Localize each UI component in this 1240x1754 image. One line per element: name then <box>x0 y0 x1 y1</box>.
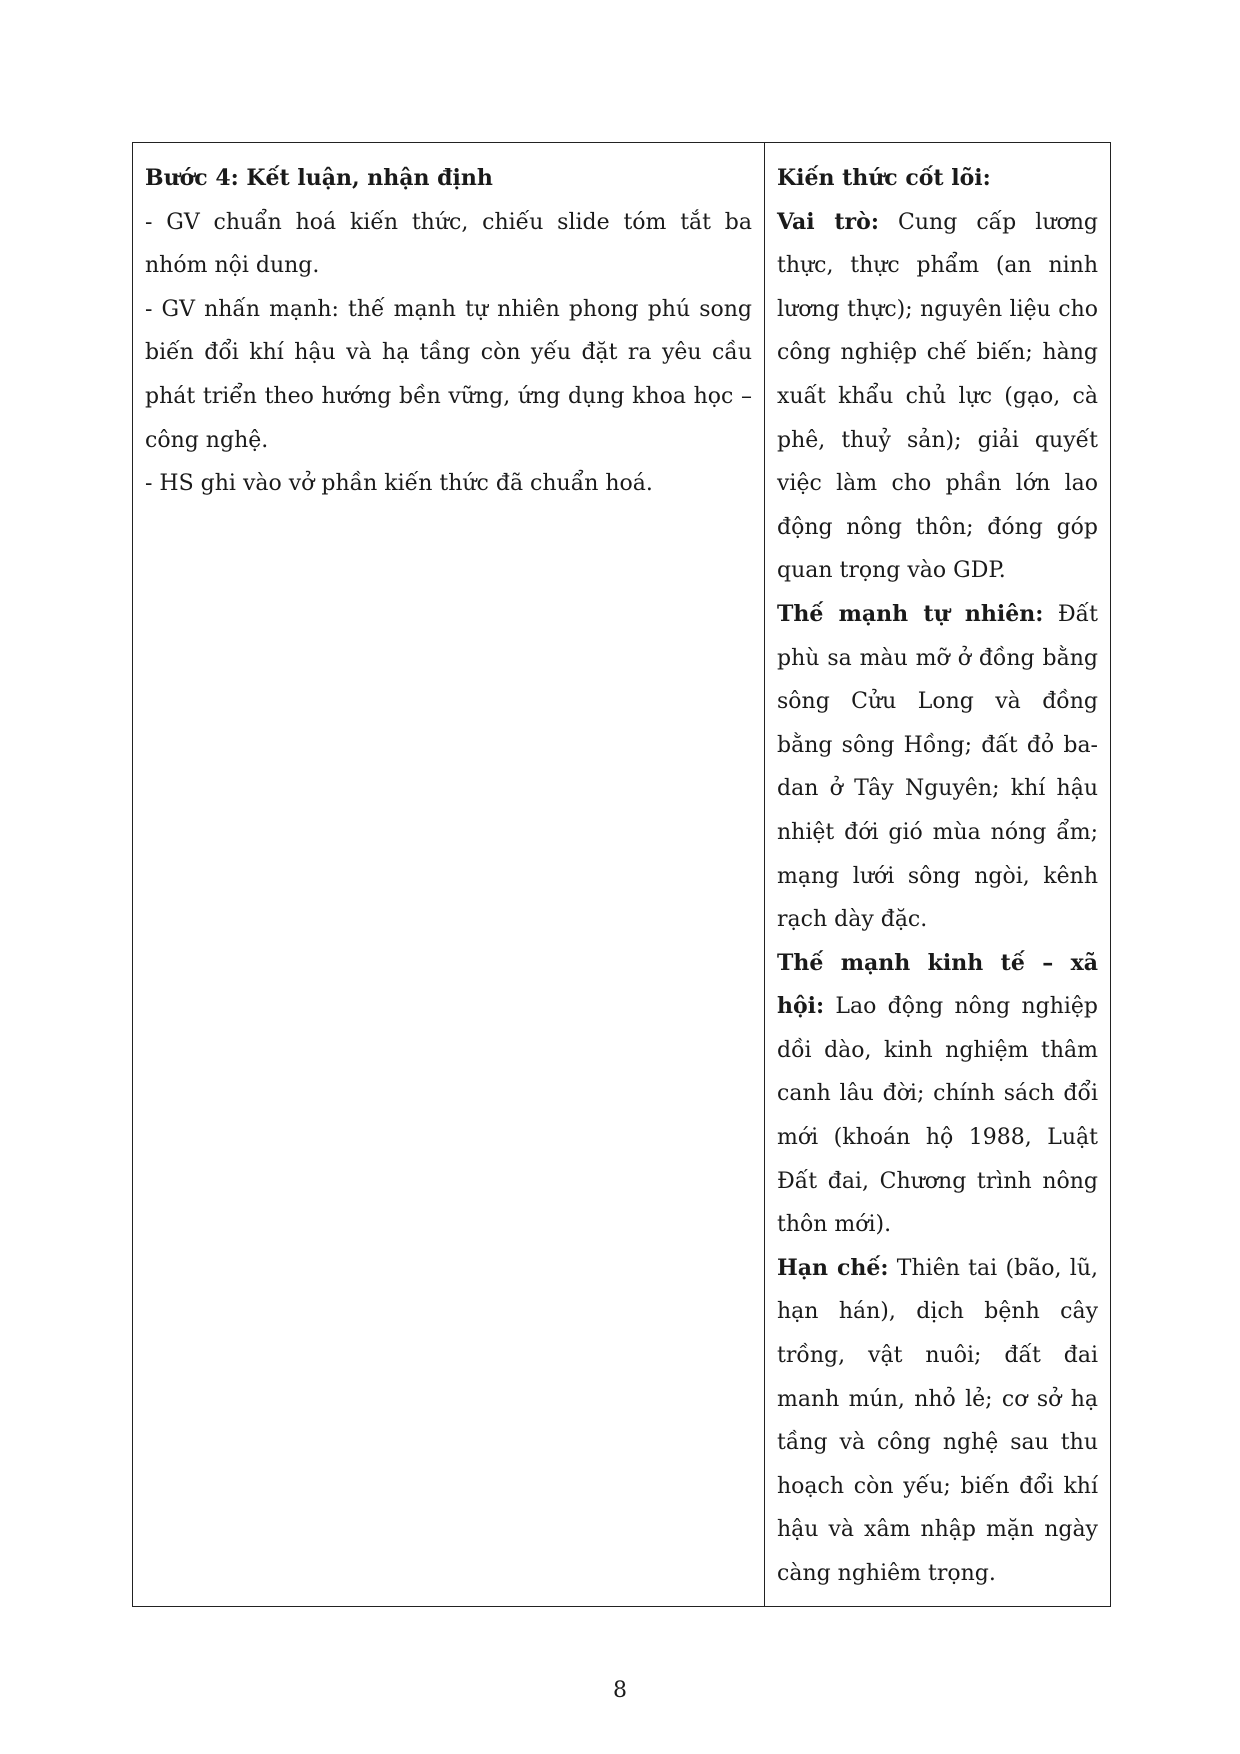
section-text: Lao động nông nghiệp dồi dào, kinh nghiệm thâm canh lâu đời; chính sách đổi mới (khoán hộ 1988, Luật Đất đai, Chương trình nông thôn mới). <box>777 994 1098 1238</box>
knowledge-section <box>777 1247 1098 1596</box>
step-heading: Bước 4: Kết luận, nhận định <box>145 165 493 191</box>
activity-paragraph: - HS ghi vào vở phần kiến thức đã chuẩn hoá. <box>145 471 653 497</box>
section-label: Hạn chế: <box>777 1254 889 1281</box>
activity-paragraph: - GV nhấn mạnh: thế mạnh tự nhiên phong phú song biến đổi khí hậu và hạ tầng còn yếu đặt ra yêu cầu phát triển theo hướng bền vững, ứng dụng khoa học – công nghệ. <box>145 296 752 453</box>
page-number: 8 <box>613 1678 627 1703</box>
core-knowledge-heading: Kiến thức cốt lõi: <box>777 165 991 191</box>
core-knowledge-cell <box>765 143 1111 1607</box>
lesson-table <box>132 142 1111 1607</box>
knowledge-section <box>777 201 1098 593</box>
section-label: Thế mạnh kinh tế – xã hội: <box>777 949 1098 1020</box>
activity-paragraph: - GV chuẩn hoá kiến thức, chiếu slide tóm tắt ba nhóm nội dung. <box>145 209 752 279</box>
section-text: Thiên tai (bão, lũ, hạn hán), dịch bệnh cây trồng, vật nuôi; đất đai manh mún, nhỏ lẻ; cơ sở hạ tầng và công nghệ sau thu hoạch còn yếu; biến đổi khí hậu và xâm nhập mặn ngày càng nghiêm trọng. <box>777 1255 1098 1586</box>
knowledge-section <box>777 593 1098 942</box>
table-row <box>133 143 1111 1607</box>
activity-cell <box>133 143 765 1607</box>
knowledge-section <box>777 942 1098 1247</box>
section-label: Vai trò: <box>777 208 879 235</box>
section-text: Cung cấp lương thực, thực phẩm (an ninh lương thực); nguyên liệu cho công nghiệp chế biến; hàng xuất khẩu chủ lực (gạo, cà phê, thuỷ sản); giải quyết việc làm cho phần lớn lao động nông thôn; đóng góp quan trọng vào GDP. <box>777 209 1098 584</box>
section-text: Đất phù sa màu mỡ ở đồng bằng sông Cửu Long và đồng bằng sông Hồng; đất đỏ ba-dan ở Tây Nguyên; khí hậu nhiệt đới gió mùa nóng ẩm; mạng lưới sông ngòi, kênh rạch dày đặc. <box>777 601 1098 933</box>
section-label: Thế mạnh tự nhiên: <box>777 600 1044 627</box>
